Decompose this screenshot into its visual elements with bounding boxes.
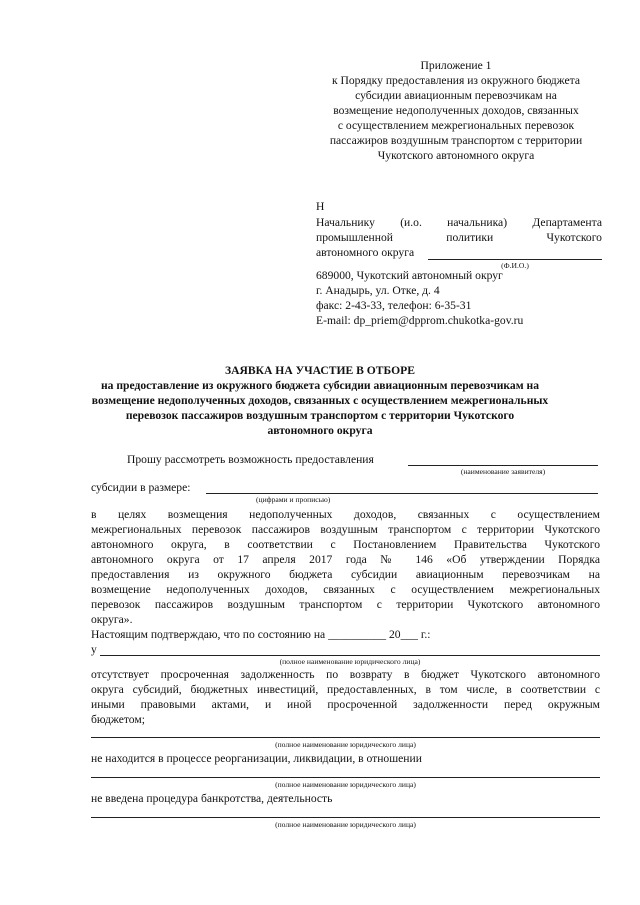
address-line: факс: 2-43-33, телефон: 6-35-31 (316, 299, 472, 312)
amount-label: субсидии в размере: (91, 481, 191, 494)
addressee-letter: Н (316, 200, 325, 213)
document-subtitle (60, 378, 580, 438)
bankrupt-text: не введена процедура банкротства, деятельность (91, 792, 333, 805)
entity-caption: (полное наименование юридического лица) (275, 780, 416, 789)
entity-field-1[interactable] (100, 655, 600, 656)
purpose-line: округа». (91, 613, 133, 626)
addressee-line-2 (316, 230, 602, 245)
entity-field-4[interactable] (91, 817, 600, 818)
purpose-line: межрегиональных перевозок пассажиров воздушным транспортом с территории Чукотского (91, 523, 600, 536)
document-title: ЗАЯВКА НА УЧАСТИЕ В ОТБОРЕ (225, 364, 415, 377)
confirm-text (91, 627, 430, 642)
address-line: г. Анадырь, ул. Отке, д. 4 (316, 284, 440, 297)
addressee-word: начальника) (447, 216, 508, 229)
subtitle-line: на предоставление из окружного бюджета субсидии авиационным перевозчикам на (101, 379, 539, 392)
debt-line: отсутствует просроченная задолженность по возврату в бюджет Чукотского автономного (91, 668, 600, 681)
fio-caption: (Ф.И.О.) (501, 261, 529, 270)
purpose-line: возмещение недополученных доходов, связанных с осуществлением межрегиональных (91, 583, 600, 596)
subtitle-line: перевозок пассажиров воздушным транспортом с территории Чукотского (125, 409, 515, 422)
addressee-word: политики (446, 231, 494, 244)
addressee-line-1 (316, 215, 602, 230)
appendix-line: Приложение 1 (420, 59, 492, 72)
addressee-word: (и.о. (400, 216, 422, 229)
entity-caption: (полное наименование юридического лица) (279, 657, 421, 666)
entity-caption: (полное наименование юридического лица) (275, 820, 416, 829)
purpose-line: предоставления из окружного бюджета субсидии авиационным перевозчикам на (91, 568, 600, 581)
addressee-word: Чукотского (546, 231, 602, 244)
appendix-block (306, 58, 606, 163)
debt-line: округа субсидий, бюджетных инвестиций, предоставленных, в том числе, в соответствии с (91, 683, 600, 696)
debt-line: бюджетом; (91, 713, 145, 726)
email-line: E-mail: dp_priem@dpprom.chukotka-gov.ru (316, 314, 524, 327)
purpose-line: автономного округа, в соответствии с Постановлением Правительства Чукотского (91, 538, 600, 551)
purpose-line: автономного округа от 17 апреля 2017 года № 146 «Об утверждении Порядка (91, 553, 600, 566)
confirm-date[interactable]: __________ 20___ г.: (328, 628, 431, 641)
applicant-field[interactable] (408, 465, 598, 466)
entity-field-2[interactable] (91, 737, 600, 738)
debt-line: иными правовыми актами, и иной просроченной задолженности перед окружным (91, 698, 600, 711)
appendix-line: пассажиров воздушным транспортом с территории (329, 134, 583, 147)
entity-caption: (полное наименование юридического лица) (275, 740, 416, 749)
subtitle-line: автономного округа (267, 424, 373, 437)
at-letter: у (91, 643, 97, 656)
addressee-word: промышленной (316, 231, 393, 244)
address-line: 689000, Чукотский автономный округ (316, 269, 503, 282)
subtitle-line: возмещение недополученных доходов, связанных с осуществлением межрегиональных (91, 394, 549, 407)
appendix-line: возмещение недополученных доходов, связанных (333, 104, 579, 117)
appendix-line: Чукотского автономного округа (377, 149, 535, 162)
purpose-line: перевозок пассажиров воздушным транспортом с территории Чукотского автономного (91, 598, 600, 611)
amount-caption: (цифрами и прописью) (256, 495, 331, 504)
address-block (316, 268, 523, 328)
confirm-prefix: Настоящим подтверждаю, что по состоянию на (91, 628, 326, 641)
addressee-word: Начальнику (316, 216, 375, 229)
addressee-word: Департамента (532, 216, 602, 229)
purpose-line: в целях возмещения недополученных доходов, связанных с осуществлением (91, 508, 600, 521)
amount-field[interactable] (206, 493, 598, 494)
fio-field[interactable] (428, 259, 602, 260)
entity-field-3[interactable] (91, 777, 600, 778)
addressee-line-3: автономного округа (316, 246, 415, 259)
reorg-text: не находится в процессе реорганизации, ликвидации, в отношении (91, 752, 422, 765)
request-text: Прошу рассмотреть возможность предоставления (127, 453, 374, 466)
applicant-caption: (наименование заявителя) (460, 467, 546, 476)
appendix-line: субсидии авиационным перевозчикам на (355, 89, 557, 102)
appendix-line: с осуществлением межрегиональных перевозок (337, 119, 575, 132)
appendix-line: к Порядку предоставления из окружного бюджета (331, 74, 581, 87)
